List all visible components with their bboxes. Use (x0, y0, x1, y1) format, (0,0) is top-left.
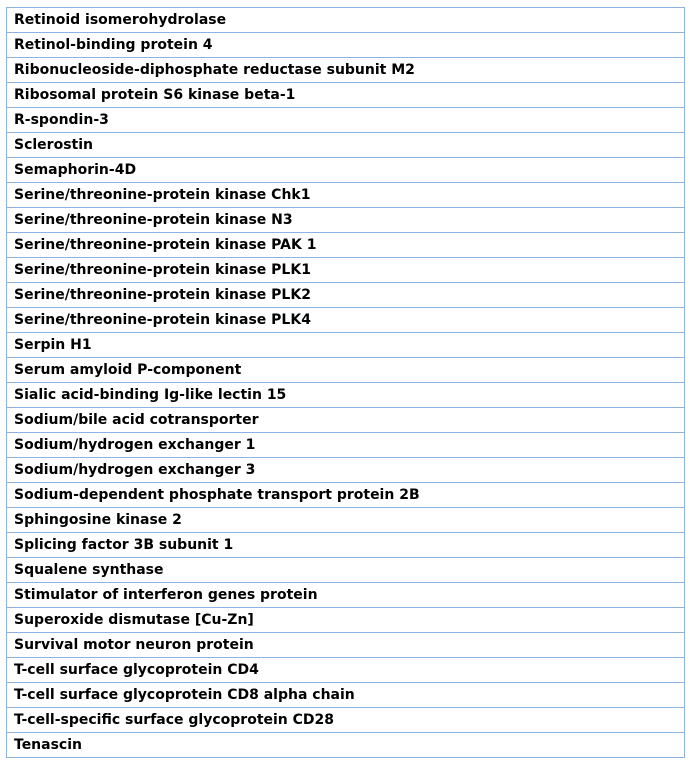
table-row (7, 158, 685, 183)
table-cell: Sodium/hydrogen exchanger 1 (7, 433, 685, 458)
table-cell: Sialic acid-binding Ig-like lectin 15 (7, 383, 685, 408)
table-cell: Ribosomal protein S6 kinase beta-1 (7, 83, 685, 108)
table-row (7, 683, 685, 708)
table-row (7, 583, 685, 608)
table-row (7, 108, 685, 133)
table-cell: T-cell-specific surface glycoprotein CD28 (7, 708, 685, 733)
table-cell: Superoxide dismutase [Cu-Zn] (7, 608, 685, 633)
table-row (7, 33, 685, 58)
table-cell: T-cell surface glycoprotein CD8 alpha chain (7, 683, 685, 708)
table-cell: Sodium/hydrogen exchanger 3 (7, 458, 685, 483)
table-cell: Retinol-binding protein 4 (7, 33, 685, 58)
table-row (7, 58, 685, 83)
table-row (7, 633, 685, 658)
table-row (7, 383, 685, 408)
table-cell: Sclerostin (7, 133, 685, 158)
table-cell: Serum amyloid P-component (7, 358, 685, 383)
table-row (7, 8, 685, 33)
table-row (7, 333, 685, 358)
table-cell: Splicing factor 3B subunit 1 (7, 533, 685, 558)
table-cell: Ribonucleoside-diphosphate reductase subunit M2 (7, 58, 685, 83)
table-row (7, 608, 685, 633)
table-row (7, 258, 685, 283)
table-cell: Retinoid isomerohydrolase (7, 8, 685, 33)
table-cell: R-spondin-3 (7, 108, 685, 133)
table-row (7, 208, 685, 233)
table-row (7, 308, 685, 333)
table-cell: Tenascin (7, 733, 685, 758)
table-row (7, 558, 685, 583)
table-cell: Semaphorin-4D (7, 158, 685, 183)
table-cell: T-cell surface glycoprotein CD4 (7, 658, 685, 683)
table-row (7, 83, 685, 108)
table-cell: Serine/threonine-protein kinase PLK1 (7, 258, 685, 283)
table-row (7, 533, 685, 558)
table-row (7, 283, 685, 308)
table-cell: Stimulator of interferon genes protein (7, 583, 685, 608)
table-cell: Serine/threonine-protein kinase PLK4 (7, 308, 685, 333)
protein-table-body (7, 8, 685, 758)
table-row (7, 408, 685, 433)
table-row (7, 658, 685, 683)
table-row (7, 458, 685, 483)
table-row (7, 708, 685, 733)
protein-table-container (6, 7, 685, 758)
table-cell: Serine/threonine-protein kinase Chk1 (7, 183, 685, 208)
table-row (7, 508, 685, 533)
table-row (7, 233, 685, 258)
table-cell: Sodium/bile acid cotransporter (7, 408, 685, 433)
table-row (7, 433, 685, 458)
table-row (7, 733, 685, 758)
table-cell: Serine/threonine-protein kinase PAK 1 (7, 233, 685, 258)
table-row (7, 133, 685, 158)
table-cell: Survival motor neuron protein (7, 633, 685, 658)
table-cell: Sodium-dependent phosphate transport protein 2B (7, 483, 685, 508)
table-cell: Sphingosine kinase 2 (7, 508, 685, 533)
table-row (7, 358, 685, 383)
table-cell: Serpin H1 (7, 333, 685, 358)
table-cell: Serine/threonine-protein kinase N3 (7, 208, 685, 233)
table-cell: Serine/threonine-protein kinase PLK2 (7, 283, 685, 308)
table-row (7, 183, 685, 208)
table-cell: Squalene synthase (7, 558, 685, 583)
protein-table (6, 7, 685, 758)
table-row (7, 483, 685, 508)
